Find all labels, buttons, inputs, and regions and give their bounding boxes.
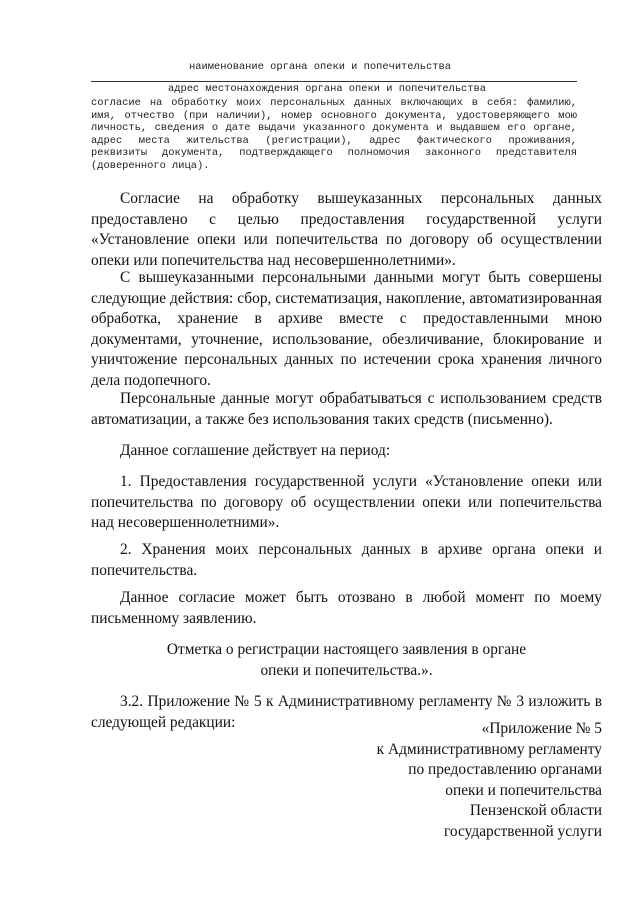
- organ-name-label: наименование органа опеки и попечительства: [189, 61, 451, 73]
- appendix-line-1: «Приложение № 5: [481, 720, 602, 737]
- appendix-line-3: по предоставлению органами: [408, 761, 602, 779]
- paragraph-amendment: 3.2. Приложение № 5 к Административному регламенту № 3 изложить в следующей редакции:: [91, 693, 602, 731]
- fill-in-line: [91, 81, 577, 82]
- paragraph-period-item-1: 1. Предоставления государственной услуги «Установление опеки или попечительства по договору об осуществлении опеки или попечительства над несовершеннолетними».: [91, 473, 602, 532]
- appendix-line-4: опеки и попечительства: [445, 781, 602, 799]
- paragraph-purpose: Согласие на обработку вышеуказанных персональных данных предоставлено с целью предоставления государственной услуги «Установление опеки или попечительства по договору об осуществлении опеки или попечительства над несовершеннолетними».: [91, 190, 602, 269]
- paragraph-period-item-2: 2. Хранения моих персональных данных в архиве органа опеки и попечительства.: [91, 541, 602, 579]
- registration-note-line-2: опеки и попечительства.».: [260, 661, 433, 679]
- appendix-line-2: к Административному регламенту: [376, 740, 602, 758]
- paragraph-processing: Персональные данные могут обрабатываться с использованием средств автоматизации, а также без использования таких средств (письменно).: [91, 390, 602, 428]
- paragraph-period: Данное соглашение действует на период:: [120, 442, 391, 459]
- appendix-line-5: Пензенской области: [469, 802, 602, 820]
- paragraph-actions: С вышеуказанными персональными данными могут быть совершены следующие действия: сбор, систематизация, накопление, автоматизированная обработка, хранение в архиве вместе с предоставленными мною документами, уточнение, использование, обезличивание, блокирование и уничтожение персональных данных по истечении срока хранения личного дела подопечного.: [91, 269, 602, 389]
- appendix-line-6: государственной услуги: [444, 822, 602, 840]
- consent-note: согласие на обработку моих персональных данных включающих в себя: фамилию, имя, отчество (при наличии), номер основного документа, удостоверяющего мою личность, сведения о дате выдачи указанного документа и выдавшем его органе, адрес места жительства (регистрации), адрес фактического проживания, реквизиты документа, подтверждающего полномочия законного представителя (доверенного лица).: [91, 97, 577, 172]
- paragraph-revocation: Данное согласие может быть отозвано в любой момент по моему письменному заявлению.: [91, 589, 602, 627]
- appendix-heading: [377, 719, 602, 843]
- address-label: адрес местонахождения органа опеки и попечительства: [167, 83, 486, 95]
- registration-note-line-1: Отметка о регистрации настоящего заявления в органе: [166, 641, 527, 658]
- registration-note: [91, 640, 602, 681]
